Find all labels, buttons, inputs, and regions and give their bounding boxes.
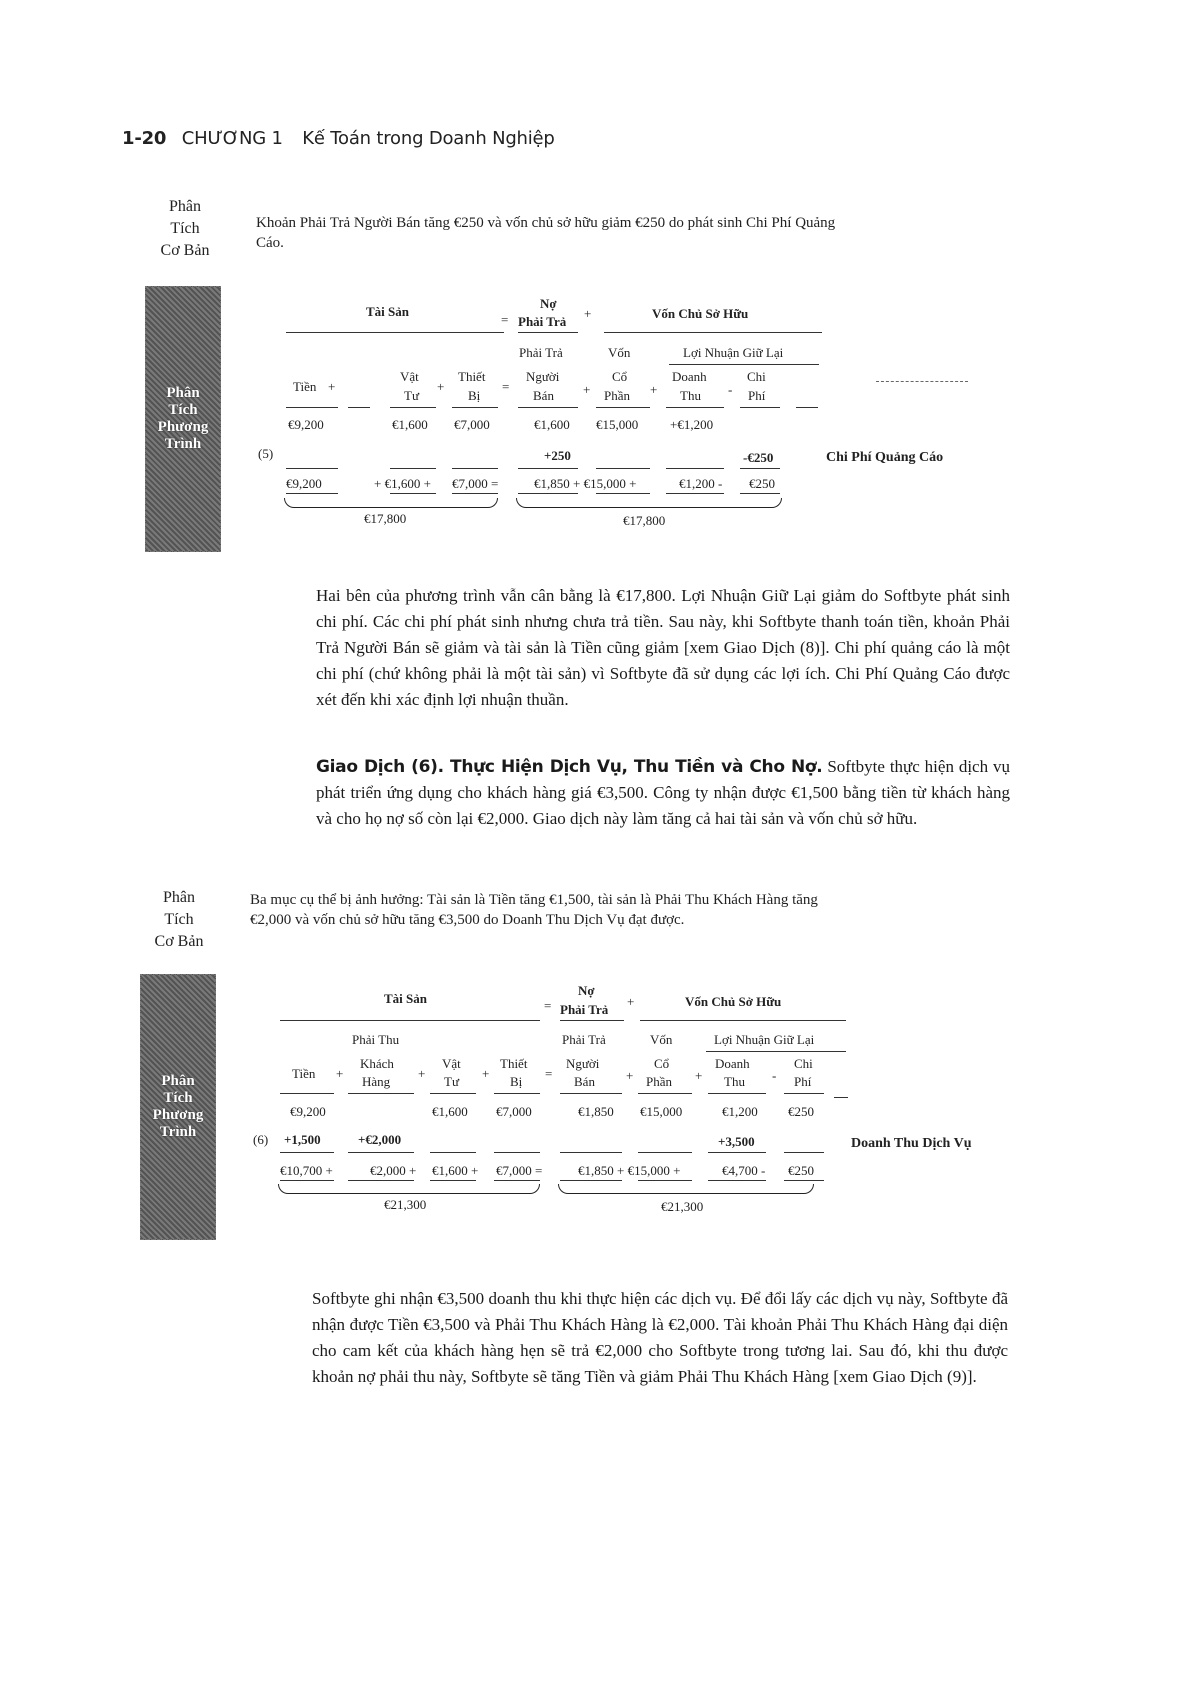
paragraph-3: Softbyte ghi nhận €3,500 doanh thu khi thực hiện các dịch vụ. Để đổi lấy các dịch vụ này, Softbyte đã nhận được Tiền €3,500 và Phải Thu Khách Hàng là €2,000. Tài khoản Phải Thu Khách Hàng đại diện cho cam kết của khách hàng hẹn sẽ trả €2,000 cho Softbyte trong tương lai. Sau đó, khi thu được khoản nợ phải thu này, Softbyte sẽ tăng Tiền và giảm Phải Thu Khách Hàng [xem Giao Dịch (9)]. <box>312 1289 1008 1386</box>
rule <box>518 407 578 408</box>
rule <box>348 1180 414 1181</box>
rule <box>708 1180 766 1181</box>
rule <box>740 407 780 408</box>
bal-cash: €9,200 <box>288 417 324 432</box>
label-line: Trình <box>164 436 202 452</box>
op: + <box>626 1068 634 1083</box>
label-line: Tích <box>164 911 194 928</box>
label-line: Tích <box>163 1090 193 1106</box>
bal-cash: €9,200 <box>290 1104 326 1119</box>
new-equipment: €7,000 = <box>452 476 499 491</box>
bal-equipment: €7,000 <box>496 1104 532 1119</box>
col-expense: Chi <box>747 369 766 384</box>
heading-assets: Tài Sản <box>384 991 427 1006</box>
col-supplies: Tư <box>404 388 419 403</box>
rule <box>796 407 818 408</box>
total-liab-equity: €21,300 <box>661 1199 704 1214</box>
label-line: Phương <box>157 419 209 435</box>
bal-expense: €250 <box>788 1104 814 1119</box>
rule <box>390 493 436 494</box>
col-accounts-payable: Người <box>566 1056 600 1071</box>
rule <box>666 407 724 408</box>
basic-analysis-label <box>140 196 230 262</box>
label-line: Phân <box>161 1073 195 1089</box>
equation-analysis-label <box>145 286 221 552</box>
rule <box>669 364 819 365</box>
rule <box>560 1093 622 1094</box>
rule <box>518 493 578 494</box>
rule <box>280 1093 334 1094</box>
bal-accounts-payable: €1,600 <box>534 417 570 432</box>
bal-common-stock: €15,000 <box>640 1104 683 1119</box>
chapter-title: Kế Toán trong Doanh Nghiệp <box>302 128 555 149</box>
heading-liabilities-2: Phải Trả <box>518 314 567 329</box>
rule <box>638 1093 692 1094</box>
op: = <box>502 379 510 394</box>
new-revenue: €4,700 - <box>722 1163 766 1178</box>
rule <box>560 1020 624 1021</box>
new-supplies: + €1,600 + <box>374 476 431 491</box>
paragraph-1: Hai bên của phương trình vẫn cân bằng là €17,800. Lợi Nhuận Giữ Lại giảm do Softbyte phát sinh chi phí. Các chi phí phát sinh nhưng chưa trả tiền. Sau này, khi Softbyte thanh toán tiền, khoản Phải Trả Người Bán sẽ giảm và tài sản là Tiền cũng giảm [xem Giao Dịch (8)]. Chi phí quảng cáo là một chi phí (chứ không phải là một tài sản) vì Softbyte đã sử dụng các lợi ích. Chi Phí Quảng Cáo được xét đến khi xác định lợi nhuận thuần. <box>316 586 1010 709</box>
rule <box>390 407 436 408</box>
col-equipment: Thiết <box>458 369 486 384</box>
rule <box>596 407 650 408</box>
col-cash: Tiền <box>292 1066 316 1081</box>
tx-cash: +1,500 <box>284 1132 321 1147</box>
rule <box>494 1152 540 1153</box>
new-liab-stock: €1,850 + €15,000 + <box>578 1163 681 1178</box>
tx-accounts-payable: +250 <box>544 448 571 463</box>
sub-capital: Vốn <box>608 345 631 360</box>
liab-equity-brace <box>516 498 782 508</box>
bal-accounts-payable: €1,850 <box>578 1104 614 1119</box>
sub-retained-earnings: Lợi Nhuận Giữ Lại <box>714 1032 815 1047</box>
col-common-stock: Phần <box>646 1074 672 1089</box>
col-cash: Tiền <box>293 379 317 394</box>
new-expense: €250 <box>749 476 775 491</box>
heading-liabilities-1: Nợ <box>540 296 557 311</box>
rule <box>560 1152 622 1153</box>
col-accounts-payable: Bán <box>533 388 554 403</box>
tx-expense: -€250 <box>743 450 774 465</box>
bal-supplies: €1,600 <box>432 1104 468 1119</box>
sub-accounts-payable: Phải Trả <box>519 345 563 360</box>
rule <box>452 493 498 494</box>
heading-equals: = <box>544 998 552 1013</box>
total-assets: €21,300 <box>384 1197 427 1212</box>
rule <box>348 407 370 408</box>
bal-supplies: €1,600 <box>392 417 428 432</box>
basic-analysis-text: Ba mục cụ thể bị ảnh hưởng: Tài sản là Tiền tăng €1,500, tài sản là Phải Thu Khách Hàng tăng €2,000 và vốn chủ sở hữu tăng €3,500 do Doanh Thu Dịch Vụ đạt được. <box>250 892 818 928</box>
op: + <box>437 379 445 394</box>
col-expense: Phí <box>748 388 766 403</box>
op: + <box>482 1066 490 1081</box>
label-line: Phân <box>163 889 195 906</box>
label-line: Tích <box>170 220 200 237</box>
op: + <box>583 382 591 397</box>
liab-equity-brace <box>558 1184 814 1194</box>
paragraph-2 <box>316 754 1010 832</box>
transaction-body: Softbyte thực hiện dịch vụ phát triển ứng dụng cho khách hàng giá €3,500. Công ty nhận được €1,500 bằng tiền từ khách hàng và cho họ nợ số còn lại €2,000. Giao dịch này làm tăng cả hai tài sản và vốn chủ sở hữu. <box>316 757 1010 828</box>
rule <box>596 468 650 469</box>
col-revenue: Thu <box>680 388 701 403</box>
rule <box>494 1180 540 1181</box>
bal-revenue: +€1,200 <box>670 417 714 432</box>
new-expense: €250 <box>788 1163 814 1178</box>
col-equipment: Bị <box>468 388 481 403</box>
tx-revenue: +3,500 <box>718 1134 755 1149</box>
rule <box>286 407 338 408</box>
rule <box>286 332 504 333</box>
op: + <box>336 1066 344 1081</box>
rule <box>280 1020 540 1021</box>
label-line: Cơ Bản <box>154 933 204 950</box>
op: = <box>545 1066 553 1081</box>
rule <box>640 1020 846 1021</box>
assets-brace <box>284 498 498 508</box>
new-revenue: €1,200 - <box>679 476 723 491</box>
heading-plus: + <box>584 306 592 321</box>
total-liab-equity: €17,800 <box>623 513 666 528</box>
new-accounts-receivable: €2,000 + <box>370 1163 417 1178</box>
rule <box>740 468 780 469</box>
bal-equipment: €7,000 <box>454 417 490 432</box>
op: + <box>418 1066 426 1081</box>
col-supplies: Vật <box>400 369 419 384</box>
bal-revenue: €1,200 <box>722 1104 758 1119</box>
tx-accounts-receivable: +€2,000 <box>358 1132 402 1147</box>
rule <box>286 493 338 494</box>
sub-capital: Vốn <box>650 1032 673 1047</box>
label-line: Tích <box>168 402 198 418</box>
new-supplies: €1,600 + <box>432 1163 479 1178</box>
rule <box>452 407 498 408</box>
rule <box>784 1180 824 1181</box>
new-equipment: €7,000 = <box>496 1163 543 1178</box>
heading-equity: Vốn Chủ Sở Hữu <box>685 994 782 1009</box>
rule <box>666 468 724 469</box>
col-revenue: Thu <box>724 1074 745 1089</box>
rule <box>518 468 578 469</box>
col-common-stock: Phần <box>604 388 630 403</box>
label-line: Trình <box>159 1124 197 1140</box>
op: - <box>772 1068 777 1083</box>
op: + <box>695 1068 703 1083</box>
chapter-label: CHƯƠNG 1 <box>181 128 283 149</box>
heading-liabilities-2: Phải Trả <box>560 1002 609 1017</box>
col-equipment: Bị <box>510 1074 523 1089</box>
rule <box>784 1152 824 1153</box>
transaction-note: Chi Phí Quảng Cáo <box>826 450 944 465</box>
col-accounts-payable: Bán <box>574 1074 595 1089</box>
transaction-number: (6) <box>253 1132 269 1147</box>
assets-brace <box>278 1184 540 1194</box>
label-line: Cơ Bản <box>160 242 210 259</box>
col-accounts-payable: Người <box>526 369 560 384</box>
heading-assets: Tài Sản <box>366 304 409 319</box>
sub-accounts-payable: Phải Trả <box>562 1032 606 1047</box>
basic-analysis-label <box>134 887 224 953</box>
bal-common-stock: €15,000 <box>596 417 639 432</box>
sub-accounts-receivable: Phải Thu <box>352 1032 400 1047</box>
col-revenue: Doanh <box>672 369 707 384</box>
sub-retained-earnings: Lợi Nhuận Giữ Lại <box>683 345 784 360</box>
heading-liabilities-1: Nợ <box>578 983 595 998</box>
rule <box>708 1152 766 1153</box>
rule <box>596 493 650 494</box>
new-cash: €9,200 <box>286 476 322 491</box>
total-assets: €17,800 <box>364 511 407 526</box>
rule <box>604 332 822 333</box>
label-line: Phân <box>166 385 200 401</box>
rule <box>390 468 436 469</box>
op: + <box>328 379 336 394</box>
col-revenue: Doanh <box>715 1056 750 1071</box>
label-line: Phương <box>152 1107 204 1123</box>
rule <box>494 1093 540 1094</box>
heading-plus: + <box>627 994 635 1009</box>
transaction-number: (5) <box>258 446 274 461</box>
transaction-heading: Giao Dịch (6). Thực Hiện Dịch Vụ, Thu Tiền và Cho Nợ. <box>316 757 823 777</box>
rule <box>430 1093 476 1094</box>
rule <box>740 493 780 494</box>
col-expense: Chi <box>794 1056 813 1071</box>
rule <box>708 1093 766 1094</box>
rule <box>666 493 724 494</box>
transaction-note: Doanh Thu Dịch Vụ <box>851 1136 972 1151</box>
page-number: 1-20 <box>122 128 167 149</box>
rule <box>286 468 338 469</box>
col-supplies: Tư <box>444 1074 459 1089</box>
rule <box>876 381 968 382</box>
rule <box>834 1097 848 1098</box>
rule <box>638 1152 692 1153</box>
col-expense: Phí <box>794 1074 812 1089</box>
rule <box>348 1152 414 1153</box>
col-equipment: Thiết <box>500 1056 528 1071</box>
rule <box>784 1093 824 1094</box>
col-supplies: Vật <box>442 1056 461 1071</box>
label-line: Phân <box>169 198 201 215</box>
col-common-stock: Cổ <box>612 369 628 384</box>
rule <box>280 1180 334 1181</box>
rule <box>560 1180 622 1181</box>
rule <box>518 332 578 333</box>
rule <box>706 1051 846 1052</box>
op: + <box>650 382 658 397</box>
heading-equity: Vốn Chủ Sở Hữu <box>652 306 749 321</box>
basic-analysis-text: Khoản Phải Trả Người Bán tăng €250 và vốn chủ sở hữu giảm €250 do phát sinh Chi Phí Quảng Cáo. <box>256 215 836 251</box>
rule <box>430 1152 476 1153</box>
equation-analysis-label <box>140 974 216 1240</box>
rule <box>430 1180 476 1181</box>
rule <box>638 1180 692 1181</box>
rule <box>348 1093 414 1094</box>
new-liab-stock: €1,850 + €15,000 + <box>534 476 637 491</box>
col-accounts-receivable: Khách <box>360 1056 394 1071</box>
heading-equals: = <box>501 312 509 327</box>
rule <box>452 468 498 469</box>
op: - <box>728 382 733 397</box>
new-cash: €10,700 + <box>280 1163 333 1178</box>
rule <box>280 1152 334 1153</box>
col-accounts-receivable: Hàng <box>362 1074 391 1089</box>
page-header <box>122 128 555 149</box>
col-common-stock: Cổ <box>654 1056 670 1071</box>
